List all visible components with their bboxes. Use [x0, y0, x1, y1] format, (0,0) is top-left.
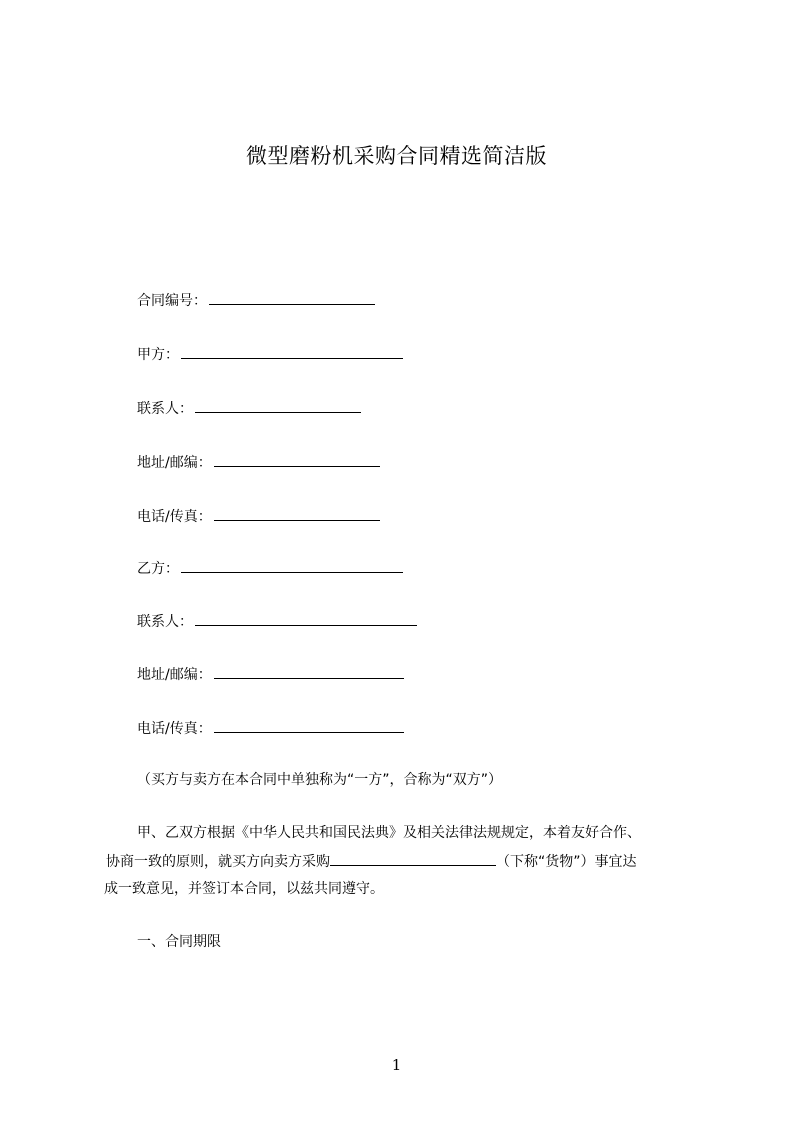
page-number: 1	[391, 1056, 402, 1074]
field-label: 联系人：	[137, 401, 193, 417]
fill-in-blank	[214, 506, 380, 521]
fill-in-blank	[209, 290, 375, 305]
fill-in-blank	[214, 452, 380, 467]
field-party-b-contact	[137, 611, 417, 632]
paragraph-line-3: 成一致意见，并签订本合同，以兹共同遵守。	[104, 881, 384, 897]
field-party-a-phone	[137, 506, 380, 527]
fill-in-blank	[214, 718, 404, 733]
field-party-b	[137, 558, 403, 579]
fill-in-blank	[181, 344, 403, 359]
parties-note: （买方与卖方在本合同中单独称为“一方”，合称为“双方”）	[137, 772, 503, 788]
field-label: 甲方：	[137, 347, 179, 363]
paragraph-line-1: 甲、乙双方根据《中华人民共和国民法典》及相关法律法规规定，本着友好合作、	[137, 825, 641, 841]
field-party-b-address	[137, 664, 404, 685]
section-heading: 一、合同期限	[137, 934, 221, 950]
field-party-a	[137, 344, 403, 365]
field-label: 电话/传真：	[137, 721, 212, 737]
field-party-a-address	[137, 452, 380, 473]
field-label: 地址/邮编：	[137, 667, 212, 683]
field-label: 乙方：	[137, 561, 179, 577]
paragraph-text: 协商一致的原则，就买方向卖方采购	[106, 854, 330, 870]
paragraph-line-2	[106, 851, 637, 872]
fill-in-blank	[195, 611, 417, 626]
fill-in-blank	[214, 664, 404, 679]
field-label: 电话/传真：	[137, 509, 212, 525]
fill-in-blank	[195, 398, 361, 413]
field-party-b-phone	[137, 718, 404, 739]
paragraph-text: （下称“货物”）事宜达	[496, 854, 637, 870]
field-label: 合同编号：	[137, 293, 207, 309]
field-label: 联系人：	[137, 614, 193, 630]
fill-in-blank	[181, 558, 403, 573]
field-party-a-contact	[137, 398, 361, 419]
fill-in-blank	[330, 851, 496, 866]
document-title: 微型磨粉机采购合同精选简洁版	[246, 144, 547, 168]
field-label: 地址/邮编：	[137, 455, 212, 471]
field-contract-number	[137, 290, 375, 311]
